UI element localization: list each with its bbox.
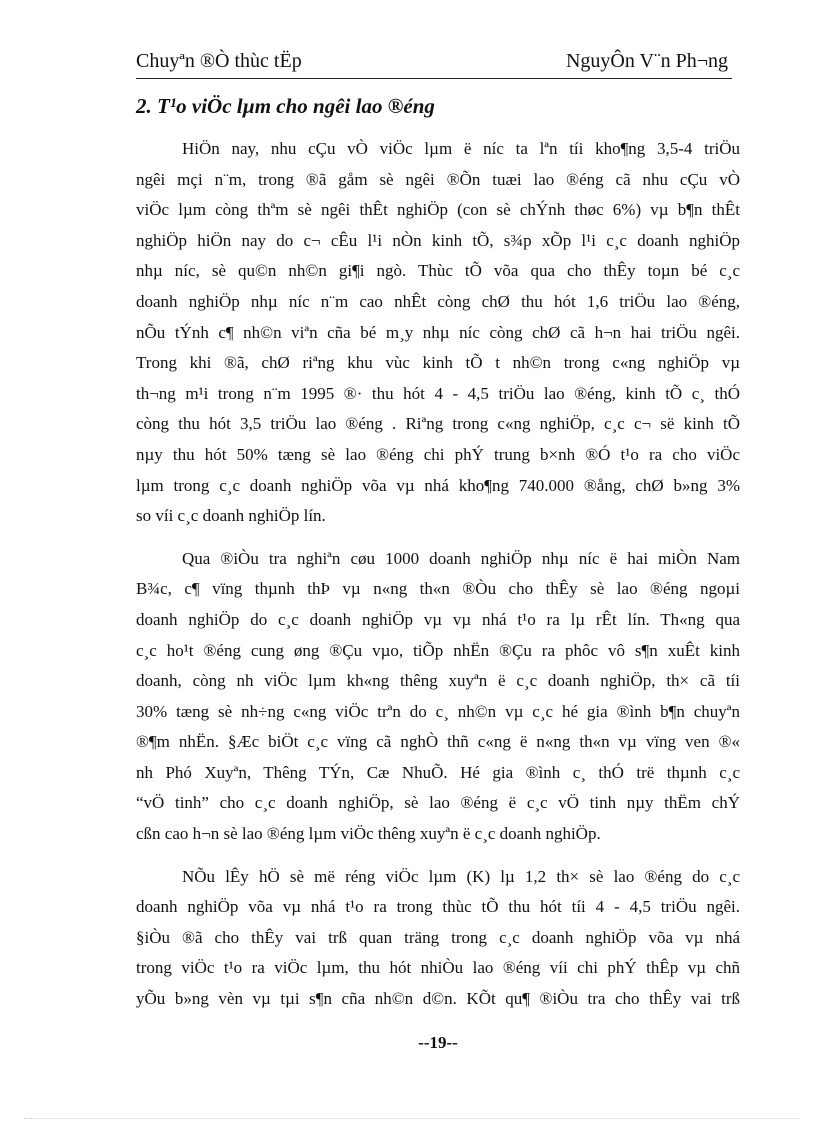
text-line: ngêi mçi n¨m, trong ®ã gåm sè ngêi ®Õn tuæi lao ®éng cã nhu cÇu vÒ [136,169,740,189]
text-line: so víi c¸c doanh nghiÖp lín. [136,506,326,526]
page-bottom-divider [24,1118,800,1119]
text-line: còng thu hót 3,5 triÖu lao ®éng . Riªng trong c«ng nghiÖp, c¸c c¬ së kinh tÕ [136,414,740,434]
page-header [136,48,732,79]
text-line: c¸c ho¹t ®éng cung øng ®Çu vµo, tiÕp nhËn ®Çu ra phôc vô s¶n xuÊt kinh [136,640,740,660]
text-line: nÕu tÝnh c¶ nh©n viªn cña bé m¸y nhµ níc còng chØ cã h¬n hai triÖu ngêi. [136,322,740,342]
text-line: ®¶m nhËn. §Æc biÖt c¸c vïng cã nghÒ thñ c«ng ë n«ng th«n vµ vïng ven ®« [136,732,740,752]
text-line: NÕu lÊy hÖ sè më réng viÖc lµm (K) lµ 1,2 th× sè lao ®éng do c¸c [182,866,740,886]
paragraph-3 [136,862,740,1015]
text-line: trong viÖc t¹o ra viÖc lµm, thu hót nhiÒu lao ®éng víi chi phÝ thÊp vµ chñ [136,958,740,978]
text-line: doanh nghiÖp do c¸c doanh nghiÖp vµ vµ nhá t¹o ra lµ rÊt lín. Th«ng qua [136,609,740,629]
text-line: yÕu b»ng vèn vµ tµi s¶n cña nh©n d©n. KÕt qu¶ ®iÒu tra cho thÊy vai trß [136,989,740,1009]
text-line: HiÖn nay, nhu cÇu vÒ viÖc lµm ë níc ta lªn tíi kho¶ng 3,5-4 triÖu [182,139,740,158]
text-line: nµy thu hót 50% tæng sè lao ®éng chi phÝ trung b×nh ®Ó t¹o ra cho viÖc [136,444,740,464]
text-line: §iÒu ®ã cho thÊy vai trß quan träng trong c¸c doanh nghiÖp võa vµ nhá [136,927,740,947]
paragraph-2 [136,544,740,850]
text-line: viÖc lµm còng thªm sè ngêi thÊt nghiÖp (con sè chÝnh thøc 6%) vµ b¶n thÊt [136,200,740,220]
text-line: nghiÖp hiÖn nay do c¬ cÊu l¹i nÒn kinh tÕ, s¾p xÕp l¹i c¸c doanh nghiÖp [136,230,740,250]
header-topic: Chuyªn ®Ò thùc tËp [136,50,302,72]
text-line: cßn cao h¬n sè lao ®éng lµm viÖc thêng xuyªn ë c¸c doanh nghiÖp. [136,824,601,844]
text-line: doanh nghiÖp võa vµ nhá t¹o ra trong thùc tÕ thu hót tíi 4 - 4,5 triÖu ngêi. [136,897,740,917]
text-line: doanh nghiÖp nhµ níc n¨m cao nhÊt còng chØ thu hót 1,6 triÖu lao ®éng, [136,291,740,311]
section-title: 2. T¹o viÖc lµm cho ngêi lao ®éng [136,94,435,118]
header-author: NguyÔn V¨n Ph¬ng [565,50,728,72]
body-text [136,134,740,1015]
text-line: Trong khi ®ã, chØ riªng khu vùc kinh tÕ t nh©n trong c«ng nghiÖp vµ [136,353,740,373]
text-line: th¬ng m¹i trong n¨m 1995 ®· thu hót 4 - 4,5 triÖu lao ®éng, kinh tÕ c¸ thÓ [136,383,740,403]
text-line: lµm trong c¸c doanh nghiÖp võa vµ nhá kho¶ng 740.000 ®ång, chØ b»ng 3% [136,475,740,495]
page-number: --19-- [418,1033,458,1052]
text-line: B¾c, c¶ vïng thµnh thÞ vµ n«ng th«n ®Òu cho thÊy sè lao ®éng ngoµi [136,579,740,599]
paragraph-1 [136,134,740,532]
text-line: 30% tæng sè nh÷ng c«ng viÖc trªn do c¸ nh©n vµ c¸c hé gia ®ình b¶n chuyªn [136,701,740,721]
text-line: “vÖ tinh” cho c¸c doanh nghiÖp, sè lao ®éng ë c¸c vÖ tinh nµy thËm chÝ [136,793,740,813]
text-line: Qua ®iÒu tra nghiªn cøu 1000 doanh nghiÖp nhµ níc ë hai miÒn Nam [182,548,740,568]
text-line: doanh, còng nh viÖc lµm kh«ng thêng xuyªn ë c¸c doanh nghiÖp, th× cã tíi [136,671,740,691]
text-line: nhµ níc, sè qu©n nh©n gi¶i ngò. Thùc tÕ võa qua cho thÊy toµn bé c¸c [136,261,740,281]
text-line: nh Phó Xuyªn, Thêng TÝn, Cæ NhuÕ. Hé gia ®ình c¸ thÓ trë thµnh c¸c [136,762,740,782]
